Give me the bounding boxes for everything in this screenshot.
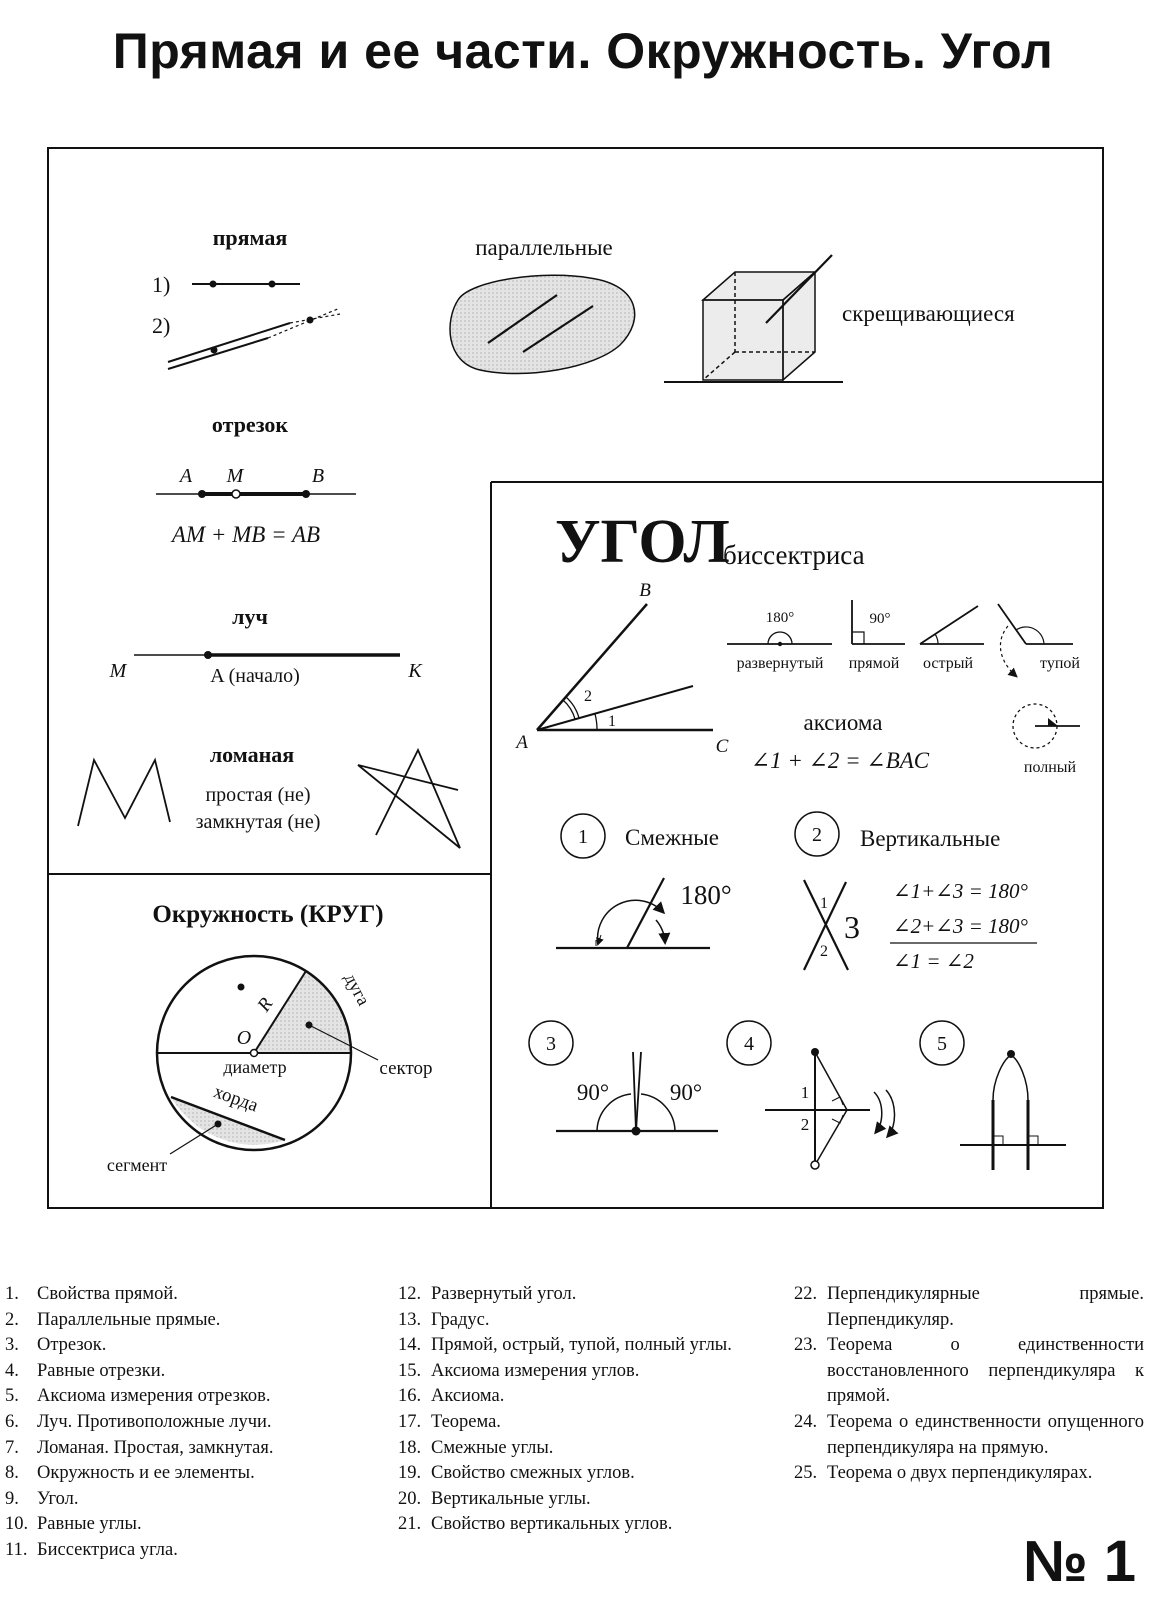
topic-number: 5. [5,1386,19,1407]
topic-number: 2. [5,1309,19,1330]
topic-number: 22. [794,1284,818,1304]
topic-text: Отрезок. [37,1335,107,1356]
right-angle-deg: 90° [869,611,891,627]
topic-item [398,1282,768,1308]
angle-point-b: B [639,580,651,601]
topic-item [5,1282,375,1308]
topic-item [5,1410,375,1436]
topic-number: 14. [398,1335,422,1356]
topic-item [794,1410,1144,1461]
vertical-number: 2 [812,824,822,846]
topic-text: Перпендикулярные прямые. Перпендикуляр. [827,1284,1144,1330]
polyline-section [78,742,460,848]
topic-item [398,1436,768,1462]
perpendicular-figure-5 [920,1021,1066,1170]
fig3-left-deg: 90° [576,1080,610,1105]
topic-item [5,1487,375,1513]
topic-text: Свойства прямой. [37,1284,178,1304]
segment-point-m: M [226,465,244,487]
topic-item [398,1512,768,1538]
segment-heading: отрезок [211,412,289,437]
polyline-simple: простая (не) [205,784,311,806]
straight-line-section [152,225,340,369]
topic-number: 25. [794,1463,818,1484]
topic-number: 7. [5,1437,19,1458]
angle-mark-2: 2 [584,688,592,705]
circle-center-o: O [236,1027,252,1049]
topic-number: 23. [794,1335,818,1356]
circle-sector-label: сектор [379,1058,433,1079]
adjacent-deg: 180° [680,880,732,910]
topic-number: 8. [5,1463,19,1484]
angle-mark-1: 1 [608,713,616,730]
circle-radius-r: R [253,994,278,1016]
line-heading: прямая [212,225,288,250]
vertical-label: Вертикальные [860,826,1001,851]
topic-number: 13. [398,1309,422,1330]
topic-text: Развернутый угол. [431,1284,577,1304]
adjacent-angles-figure [556,814,732,948]
segment-point-b: B [311,465,325,487]
topic-item [5,1538,375,1564]
topic-number: 15. [398,1360,422,1381]
topic-item [398,1359,768,1385]
topic-text: Вертикальные углы. [431,1488,591,1509]
topic-text: Параллельные прямые. [37,1309,221,1330]
perpendicular-figure-3 [529,1021,718,1136]
topic-text: Равные углы. [37,1514,142,1535]
topic-text: Теорема о единственности опущенного перпендикуляра на прямую. [827,1411,1144,1458]
topic-item [398,1308,768,1334]
page-title: Прямая и ее части. Окружность. Угол [112,23,1054,79]
topic-item [5,1384,375,1410]
line-item-2: 2) [152,313,171,338]
topic-text: Луч. Противоположные лучи. [37,1411,272,1432]
topic-number: 16. [398,1386,422,1407]
vertical-eq-2: ∠2+∠3 = 180° [893,914,1028,938]
topic-number: 12. [398,1284,422,1304]
topic-number: 3. [5,1335,19,1356]
topics-column-2 [398,1282,768,1538]
topic-text: Теорема о единственности восстановленного перпендикуляра к прямой. [827,1335,1144,1407]
topic-number: 20. [398,1488,422,1509]
ray-point-k: K [408,660,422,682]
ray-point-m: M [109,660,127,682]
ray-start-label: A (начало) [210,665,300,687]
axiom-label: аксиома [803,710,883,735]
topic-text: Градус. [431,1309,490,1330]
polyline-closed: замкнутая (не) [195,811,321,833]
topic-number: 9. [5,1488,19,1509]
topic-item [794,1282,1144,1333]
topic-text: Аксиома. [431,1386,505,1407]
topic-text: Аксиома измерения углов. [431,1360,640,1381]
circle-diameter-label: диаметр [223,1057,287,1077]
parallel-label: параллельные [475,235,613,260]
topic-text: Ломаная. Простая, замкнутая. [37,1437,274,1458]
topic-text: Окружность и ее элементы. [37,1463,255,1484]
topic-item [5,1436,375,1462]
topic-text: Смежные углы. [431,1437,554,1458]
topic-number: 19. [398,1463,422,1484]
topic-item [5,1308,375,1334]
topic-item [5,1359,375,1385]
topic-text: Теорема. [431,1411,501,1432]
topic-text: Свойство смежных углов. [431,1463,635,1484]
line-item-1: 1) [152,272,171,297]
segment-formula: AM + MB = AB [171,522,321,547]
circle-section [107,901,433,1175]
topic-number: 21. [398,1514,422,1535]
topic-text: Угол. [37,1488,79,1509]
topic-number: 17. [398,1411,422,1432]
sheet-number: № 1 [1022,1529,1136,1594]
topic-item [398,1487,768,1513]
straight-angle-deg: 180° [765,610,795,626]
topic-number: 6. [5,1411,19,1432]
topic-item [398,1384,768,1410]
topic-item [398,1410,768,1436]
vertical-angles-figure [795,812,1037,973]
ray-section [109,604,424,687]
topic-item [398,1461,768,1487]
acute-angle-label: острый [923,655,973,672]
perpendicular-figure-4 [727,1021,895,1169]
circle-heading: Окружность (КРУГ) [152,901,384,928]
topics-column-1 [5,1282,375,1564]
topic-item [5,1512,375,1538]
circle-arc-label: дуга [340,969,374,1009]
adjacent-number: 1 [578,826,588,848]
circle-segment-label: сегмент [106,1155,168,1175]
vertical-eq-3: ∠1 = ∠2 [893,949,974,973]
fig3-number: 3 [546,1033,556,1055]
fig4-mark-1: 1 [800,1083,810,1102]
topic-text: Прямой, острый, тупой, полный углы. [431,1335,732,1356]
angle-heading: УГОЛ [555,508,730,576]
parallel-lines-figure [450,235,635,374]
segment-section [156,412,356,547]
vertical-eq-1: ∠1+∠3 = 180° [893,879,1028,903]
topic-text: Свойство вертикальных углов. [431,1514,673,1535]
topic-text: Равные отрезки. [37,1360,166,1381]
fig4-number: 4 [744,1033,754,1055]
axiom-formula: ∠1 + ∠2 = ∠BAC [750,748,930,773]
vertical-mark-3: 3 [844,909,860,945]
angle-section [514,508,1080,776]
segment-point-a: A [179,465,193,487]
topic-number: 10. [5,1514,29,1535]
skew-label: скрещивающиеся [842,301,1015,326]
topic-text: Теорема о двух перпендикулярах. [827,1463,1093,1484]
topic-number: 24. [794,1411,818,1432]
angle-point-a: A [516,732,528,753]
straight-angle-label: развернутый [736,655,824,672]
topic-item [5,1461,375,1487]
topic-number: 18. [398,1437,422,1458]
topic-item [794,1461,1144,1487]
angle-bisector-label: биссектриса [723,540,865,570]
vertical-mark-2: 2 [820,943,828,960]
obtuse-angle-label: тупой [1040,655,1080,672]
fig5-number: 5 [937,1033,947,1055]
topic-text: Аксиома измерения отрезков. [37,1386,271,1407]
fig4-mark-2: 2 [800,1115,810,1134]
topic-item [5,1333,375,1359]
topic-number: 1. [5,1284,19,1304]
topic-number: 4. [5,1360,19,1381]
right-angle-label: прямой [848,655,900,672]
full-angle-label: полный [1023,759,1077,776]
ray-heading: луч [232,604,268,629]
fig3-right-deg: 90° [669,1080,703,1105]
skew-lines-figure [664,255,1015,382]
topic-item [398,1333,768,1359]
angle-point-c: C [715,736,729,757]
topic-item [794,1333,1144,1410]
polyline-heading: ломаная [209,742,295,767]
topic-number: 11. [5,1539,28,1560]
adjacent-label: Смежные [625,825,719,850]
circle-chord-label: хорда [210,1081,261,1117]
topic-text: Биссектриса угла. [37,1539,178,1560]
vertical-mark-1: 1 [820,895,828,912]
topics-column-3 [794,1282,1144,1487]
